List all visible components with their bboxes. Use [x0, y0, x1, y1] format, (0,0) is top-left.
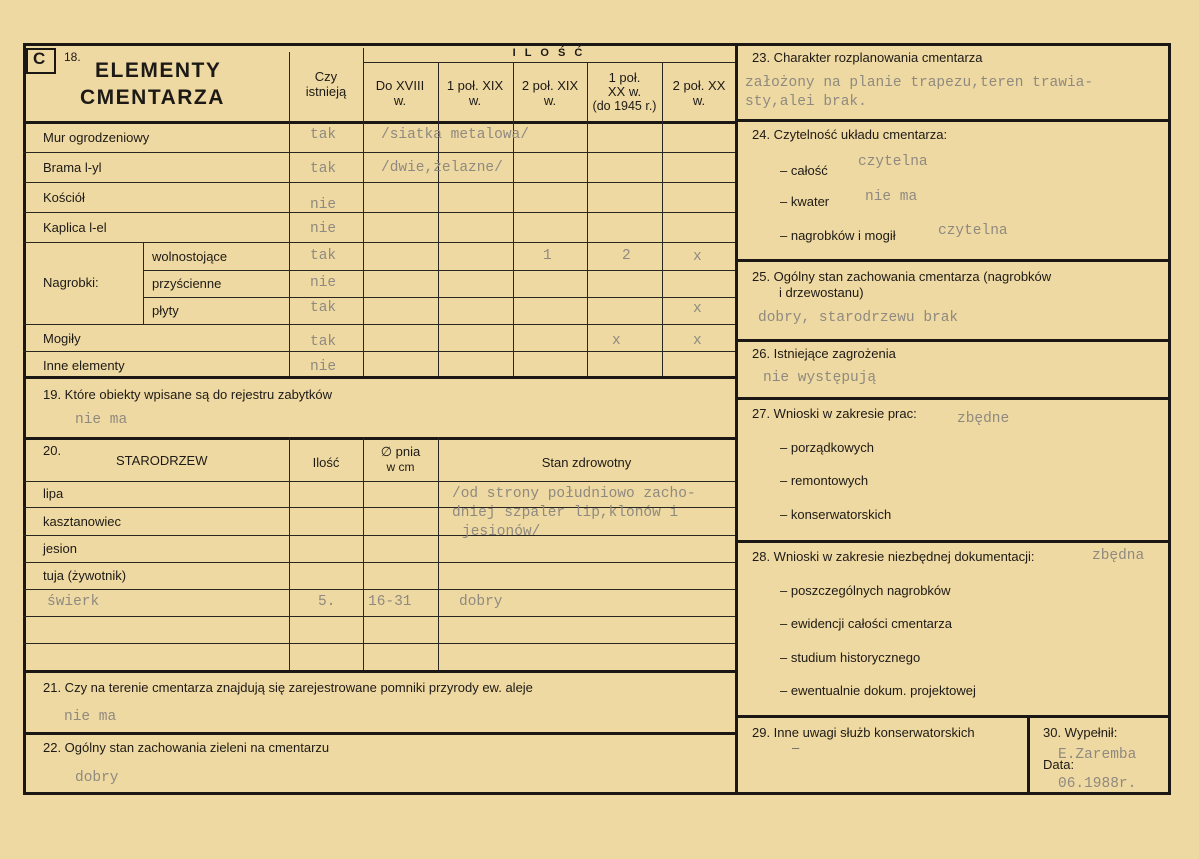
section-number: 18. [64, 50, 81, 64]
header-col5: 2 poł. XX w. [672, 78, 726, 108]
q28-item: – poszczególnych nagrobków [780, 583, 951, 598]
header-col2: 1 poł. XIX w. [446, 78, 504, 108]
q22-answer: dobry [75, 770, 119, 786]
q24-label: 24. Czytelność układu cmentarza: [752, 127, 948, 142]
q24-item-label: – nagrobków i mogił [780, 228, 896, 243]
q22-label: 22. Ogólny stan zachowania zieleni na cmentarzu [43, 740, 330, 755]
q24-item-label: – całość [780, 163, 828, 178]
tree-health: dobry [459, 594, 503, 610]
element-exists: nie [310, 275, 337, 291]
element-exists: nie [310, 221, 337, 237]
q28-label: 28. Wnioski w zakresie niezbędnej dokumentacji: [752, 549, 1035, 564]
header-ilosc: I L O Ś Ć [512, 47, 586, 59]
q30-date: 06.1988r. [1058, 776, 1137, 792]
q27-item: – porządkowych [780, 440, 874, 455]
element-exists: nie [310, 197, 337, 213]
header-col3: 2 poł. XIX w. [521, 78, 579, 108]
q20-number: 20. [43, 443, 62, 458]
count-cell: x [693, 301, 702, 317]
header-col4a: 1 poł. [608, 70, 641, 85]
q23-answer: założony na planie trapezu,teren trawia- [745, 75, 1094, 91]
q25-label: 25. Ogólny stan zachowania cmentarza (nagrobków [752, 269, 1052, 284]
q29-answer: – [792, 740, 800, 755]
q19-label: 19. Które obiekty wpisane są do rejestru zabytków [43, 387, 333, 402]
header-col4b: XX w. [607, 84, 642, 99]
q30-date-label: Data: [1043, 757, 1075, 772]
q21-label: 21. Czy na terenie cmentarza znajdują się zarejestrowane pomniki przyrody ew. aleje [43, 680, 533, 695]
count-cell: x [693, 333, 702, 349]
health-note: /od strony południowo zacho- [452, 486, 696, 502]
element-exists: tak [310, 334, 337, 350]
element-label: przyścienne [152, 276, 222, 291]
q20-col-count: Ilość [312, 455, 340, 470]
health-note: dniej szpaler lip,klonów i [452, 505, 679, 521]
element-exists: tak [310, 300, 337, 316]
element-label: wolnostojące [152, 249, 228, 264]
q24-item-label: – kwater [780, 194, 830, 209]
element-label: Mogiły [43, 331, 81, 346]
q27-item: – konserwatorskich [780, 507, 892, 522]
count-cell: x [693, 249, 702, 265]
tree-count: 5. [318, 594, 336, 610]
health-note: jesionów/ [462, 524, 541, 540]
count-cell: 2 [622, 248, 631, 264]
element-label: płyty [152, 303, 179, 318]
tree-name: kasztanowiec [43, 514, 122, 529]
tree-name: lipa [43, 486, 64, 501]
element-exists: nie [310, 359, 337, 375]
q20-col-diam-b: w cm [386, 460, 415, 474]
title-line2: CMENTARZA [80, 86, 225, 109]
nagrobki-label: Nagrobki: [43, 275, 99, 290]
header-col1: Do XVIII w. [375, 78, 425, 108]
element-label: Mur ogrodzeniowy [43, 130, 150, 145]
q26-answer: nie występują [763, 370, 877, 386]
q25-label: i drzewostanu) [779, 285, 864, 300]
count-cell: 1 [543, 248, 552, 264]
section-letter: C [33, 49, 46, 68]
element-label: Kościół [43, 190, 85, 205]
q21-answer: nie ma [64, 709, 117, 725]
count-cell: x [612, 333, 621, 349]
q24-item-value: nie ma [865, 189, 918, 205]
q27-label: 27. Wnioski w zakresie prac: [752, 406, 917, 421]
q20-title: STARODRZEW [116, 453, 208, 468]
tree-name: jesion [43, 541, 77, 556]
element-exists: tak [310, 127, 337, 143]
title-line1: ELEMENTY [95, 59, 222, 82]
element-note: /dwie,żelazne/ [381, 160, 503, 176]
q26-label: 26. Istniejące zagrożenia [752, 346, 896, 361]
q27-item: – remontowych [780, 473, 869, 488]
element-exists: tak [310, 161, 337, 177]
header-exists: Czy istnieją [305, 69, 347, 99]
element-label: Inne elementy [43, 358, 125, 373]
q19-answer: nie ma [75, 412, 128, 428]
q30-name: E.Zaremba [1058, 747, 1137, 763]
q23-answer: sty,alei brak. [745, 94, 867, 110]
q24-item-value: czytelna [938, 223, 1008, 239]
element-label: Brama l-yl [43, 160, 102, 175]
tree-diam: 16-31 [368, 594, 412, 610]
header-col4c: (do 1945 r.) [592, 99, 657, 113]
element-exists: tak [310, 248, 337, 264]
q20-col-health: Stan zdrowotny [541, 455, 632, 470]
q28-item: – ewidencji całości cmentarza [780, 616, 952, 631]
q20-col-diam-a: ∅ pnia [380, 444, 421, 459]
q29-label: 29. Inne uwagi służb konserwatorskich [752, 725, 975, 740]
q23-label: 23. Charakter rozplanowania cmentarza [752, 50, 983, 65]
q28-item: – studium historycznego [780, 650, 921, 665]
element-label: Kaplica l-el [43, 220, 107, 235]
q28-answer: zbędna [1092, 548, 1145, 564]
q24-item-value: czytelna [858, 154, 928, 170]
element-note: /siatka metalowa/ [381, 127, 529, 143]
q27-answer: zbędne [957, 411, 1010, 427]
tree-name: tuja (żywotnik) [43, 568, 127, 583]
q25-answer: dobry, starodrzewu brak [758, 310, 959, 326]
q28-item: – ewentualnie dokum. projektowej [780, 683, 976, 698]
tree-name: świerk [47, 594, 100, 610]
q30-label: 30. Wypełnił: [1043, 725, 1118, 740]
